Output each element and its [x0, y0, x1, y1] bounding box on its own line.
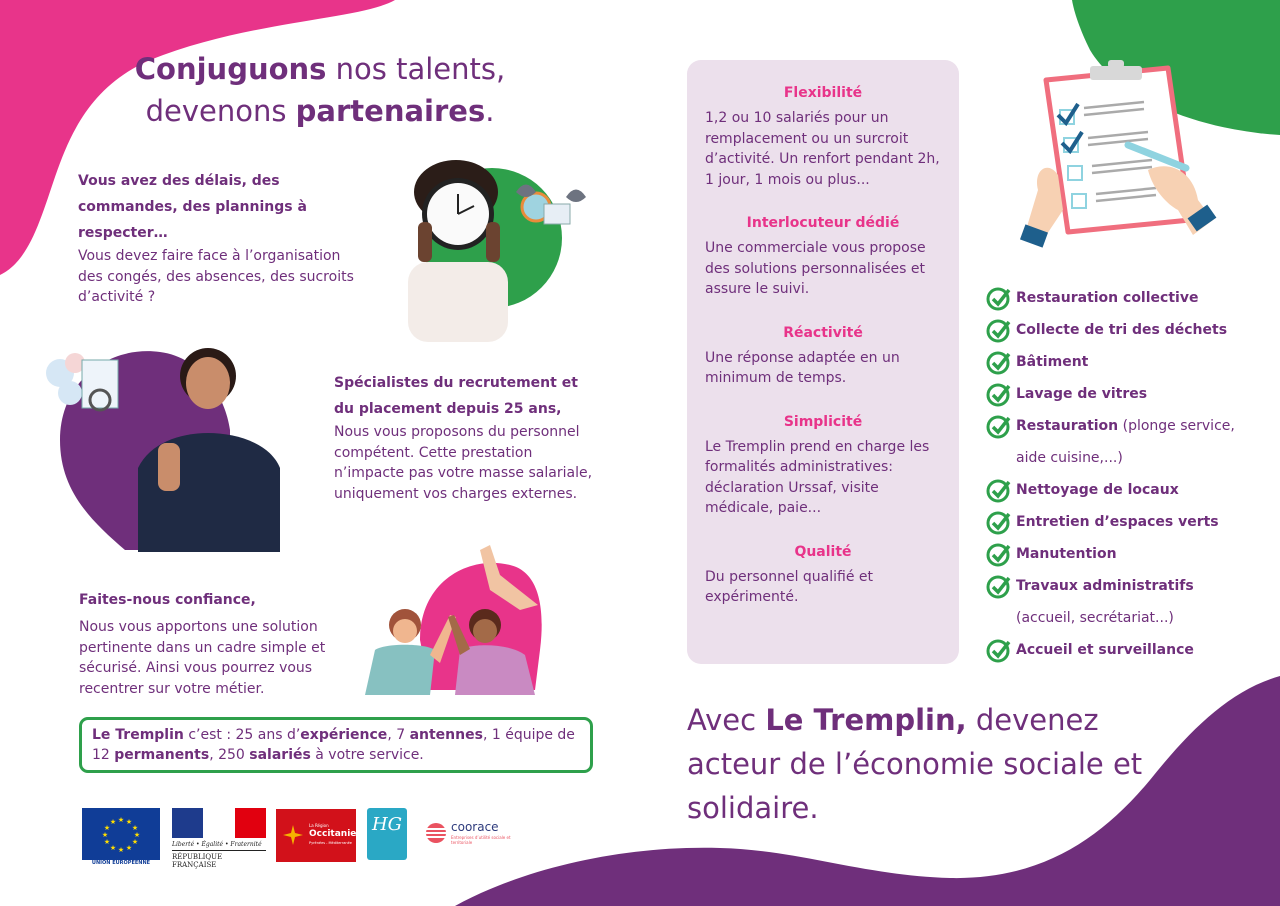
sector-item — [986, 410, 1276, 474]
coorace-name: coorace — [451, 820, 499, 834]
svg-text:★: ★ — [103, 824, 111, 832]
occitanie-small: La Région — [309, 823, 329, 828]
block-title: Spécialistes du recrutement et du placement depuis 25 ans, — [334, 375, 578, 417]
block-text: Nous vous apportons une solution pertinente dans un cadre simple et sécurisé. Ainsi vous pourrez vous recentrer sur votre métier. — [79, 619, 326, 697]
feature-text: Du personnel qualifié et expérimenté. — [705, 568, 874, 605]
feature-simplicity — [705, 411, 941, 519]
sector-item — [986, 314, 1276, 346]
rf-motto: Liberté • Égalité • Fraternité — [172, 841, 266, 851]
info-text: , 7 — [387, 727, 410, 743]
sector-label: Restauration collective — [1016, 290, 1199, 306]
info-bold: permanents — [114, 747, 210, 763]
info-text: , 250 — [209, 747, 250, 763]
headline-end-2: . — [485, 94, 495, 128]
sector-item — [986, 634, 1276, 666]
block-title: Vous avez des délais, des commandes, des plannings à respecter… — [78, 173, 307, 241]
check-circle-icon — [986, 541, 1012, 567]
feature-text: Une commerciale vous propose des solutions personnalisées et assure le suivi. — [705, 240, 926, 297]
features-panel — [687, 60, 959, 664]
svg-text:★: ★ — [131, 824, 139, 832]
check-circle-icon — [986, 349, 1012, 375]
sector-detail: (accueil, secrétariat...) — [1016, 610, 1174, 626]
closing-brand: Le Tremplin, — [765, 703, 967, 737]
eu-label: UNION EUROPÉENNE — [91, 860, 151, 866]
clipboard-checklist-illustration — [1018, 60, 1218, 255]
feature-title: Qualité — [794, 543, 852, 560]
closing-statement — [687, 698, 1147, 830]
sector-label: Entretien d’espaces verts — [1016, 514, 1219, 530]
feature-title: Simplicité — [783, 413, 863, 430]
hg-text: HG — [371, 814, 403, 835]
coorace-stripes-icon — [425, 822, 447, 844]
occitanie-logo — [276, 809, 356, 862]
headline-start-2: devenons — [145, 94, 296, 128]
republique-francaise-logo — [172, 808, 266, 869]
woman-thumbs-up-illustration — [40, 338, 285, 552]
headline — [100, 48, 540, 132]
brand-name: Le Tremplin — [92, 727, 184, 743]
check-circle-icon — [986, 381, 1012, 407]
svg-text:★: ★ — [125, 844, 133, 852]
block-deadlines — [78, 168, 358, 308]
sector-label: Travaux administratifs — [1016, 578, 1194, 594]
check-circle-icon — [986, 317, 1012, 343]
sector-item — [986, 346, 1276, 378]
block-title: Faites-nous confiance, — [79, 592, 256, 608]
info-text: à votre service. — [310, 747, 424, 763]
closing-rest: devenez acteur de l’économie sociale et solidaire. — [687, 703, 1143, 825]
svg-text:★: ★ — [109, 818, 117, 826]
sector-label: Manutention — [1016, 546, 1117, 562]
info-bold: salariés — [249, 747, 311, 763]
svg-text:★: ★ — [131, 838, 139, 846]
sector-label: Accueil et surveillance — [1016, 642, 1194, 658]
block-trust — [79, 587, 349, 699]
svg-text:★: ★ — [117, 816, 125, 824]
svg-text:★: ★ — [117, 846, 125, 854]
feature-title: Réactivité — [783, 324, 863, 341]
rf-name: RÉPUBLIQUE FRANÇAISE — [172, 853, 223, 869]
coorace-tagline: Entreprises d’utilité sociale et territoriale — [451, 835, 511, 845]
occitan-cross-icon — [282, 824, 304, 846]
feature-text: Une réponse adaptée en un minimum de temps. — [705, 349, 900, 386]
sector-label: Nettoyage de locaux — [1016, 482, 1179, 498]
woman-holding-clock-illustration — [396, 152, 596, 342]
svg-text:★: ★ — [101, 831, 109, 839]
check-circle-icon — [986, 413, 1012, 439]
occitanie-sub: Pyrénées - Méditerranée — [309, 841, 352, 845]
feature-flexibility — [705, 82, 941, 190]
feature-text: Le Tremplin prend en charge les formalités administratives: déclaration Urssaf, visite médicale, paie... — [705, 438, 930, 516]
feature-title: Flexibilité — [783, 85, 863, 101]
check-circle-icon — [986, 285, 1012, 311]
info-bold: antennes — [409, 727, 483, 743]
check-circle-icon — [986, 509, 1012, 535]
sector-item — [986, 282, 1276, 314]
sector-label: Lavage de vitres — [1016, 386, 1148, 402]
sector-item — [986, 538, 1276, 570]
check-circle-icon — [986, 477, 1012, 503]
info-bold: expérience — [300, 727, 388, 743]
check-circle-icon — [986, 573, 1012, 599]
headline-bold-1: Conjuguons — [134, 52, 327, 86]
svg-text:★: ★ — [109, 844, 117, 852]
sectors-checklist — [986, 282, 1276, 666]
feature-reactivity — [705, 322, 941, 389]
high-five-illustration — [350, 545, 545, 695]
block-text: Vous devez faire face à l’organisation des congés, des absences, des sucroits d’activité ? — [78, 248, 354, 305]
svg-text:★: ★ — [103, 838, 111, 846]
info-text: c’est : 25 ans d’ — [183, 727, 301, 743]
sector-item — [986, 378, 1276, 410]
sector-label: Bâtiment — [1016, 354, 1089, 370]
svg-text:★: ★ — [125, 818, 133, 826]
sector-label: Restauration — [1016, 418, 1119, 434]
sector-item — [986, 506, 1276, 538]
feature-title: Interlocuteur dédié — [746, 215, 900, 231]
sector-item — [986, 474, 1276, 506]
haute-garonne-logo — [367, 808, 407, 860]
headline-bold-2: partenaires — [295, 94, 486, 128]
svg-text:★: ★ — [133, 831, 141, 839]
occitanie-name: Occitanie — [309, 829, 357, 839]
closing-start: Avec — [687, 703, 766, 737]
block-specialists — [334, 370, 594, 504]
sector-detail: (plonge service, aide cuisine,...) — [1016, 418, 1235, 466]
info-text: , 1 équipe de 12 — [92, 727, 575, 763]
check-circle-icon — [986, 637, 1012, 663]
headline-rest-1: nos talents, — [326, 52, 506, 86]
feature-dedicated-contact — [705, 212, 941, 300]
eu-flag-logo — [82, 808, 160, 860]
eu-stars-icon — [82, 808, 160, 860]
sector-label: Collecte de tri des déchets — [1016, 322, 1228, 338]
sector-item — [986, 570, 1276, 634]
feature-text: 1,2 ou 10 salariés pour un remplacement ou un surcroit d’activité. Un renfort pendant 2h, 1 jour, 1 mois ou plus... — [705, 110, 940, 188]
key-figures-box — [79, 717, 593, 773]
feature-quality — [705, 541, 941, 608]
block-text: Nous vous proposons du personnel compétent. Cette prestation n’impacte pas votre masse salariale, uniquement vos charges externes. — [334, 424, 593, 502]
coorace-logo — [425, 818, 525, 848]
